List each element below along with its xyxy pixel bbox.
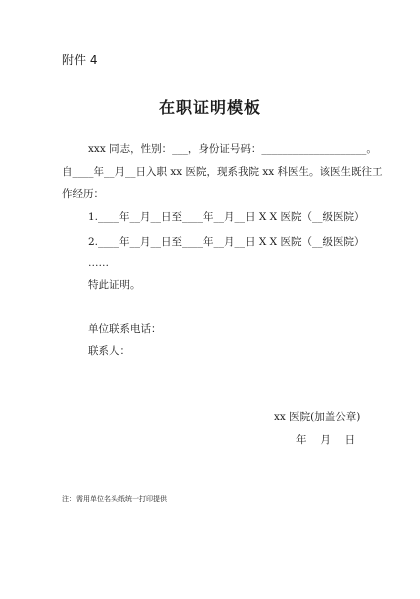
contact-person-label: 联系人： [88,345,130,357]
attachment-label: 附件 4 [62,53,98,67]
closing-statement: 特此证明。 [88,279,141,291]
body-line-name-gender-id: xxx 同志，性别：___，身份证号码：____________________。 [88,143,377,155]
work-history-item-2: 2.____年__月__日至____年__月__日 X X 医院（__级医院） [88,236,365,248]
footnote: 注：需用单位名头纸统一打印提供 [62,495,167,503]
signature-org: xx 医院(加盖公章) [274,411,361,423]
signature-date: 年 月 日 [296,434,356,446]
document-title: 在职证明模板 [158,98,261,117]
body-line-work-history-label: 作经历： [62,188,104,200]
body-line-entry-date: 自____年__月__日入职 xx 医院，现系我院 xx 科医生。该医生既往工 [62,166,383,178]
work-history-item-1: 1.____年__月__日至____年__月__日 X X 医院（__级医院） [88,211,365,223]
work-history-ellipsis: …… [88,257,109,269]
contact-phone-label: 单位联系电话： [88,323,162,335]
